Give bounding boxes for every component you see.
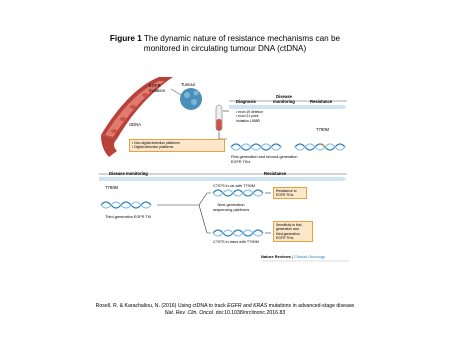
figure-title-line1: The dynamic nature of resistance mechanisms can be bbox=[143, 34, 341, 43]
red-cell bbox=[142, 93, 148, 97]
citation-line2: Nat. Rev. Clin. Oncol. doi:10.1038/nrclinonc.2016.83 bbox=[164, 310, 286, 316]
figure-diagram bbox=[99, 75, 351, 267]
figure-title-line2: monitored in circulating tumour DNA (ctDNA) bbox=[143, 44, 307, 53]
exon-bullet-list bbox=[236, 110, 263, 123]
resistance-box: Resistance to EGFR TKIs bbox=[273, 187, 307, 199]
exon-bullet-item: • exon 21 point bbox=[236, 114, 259, 119]
exon-bullet-item: mutation L858R bbox=[236, 118, 260, 123]
diagnosis-label: Diagnosis bbox=[236, 99, 257, 104]
timeline-top-arrow bbox=[229, 105, 347, 109]
ctdna-label: ctDNA bbox=[129, 122, 142, 127]
branch-arrows bbox=[157, 193, 211, 233]
journal-credit: Nature Reviews | Clinical Oncology bbox=[261, 254, 325, 259]
resistance-mid-label: Resistance bbox=[264, 171, 287, 176]
test-tube-blood bbox=[216, 119, 221, 131]
disease-monitoring-top-label: Disease monitoring bbox=[273, 94, 295, 104]
c797s-cis-label: C797S in cis with T790M bbox=[213, 184, 255, 188]
first-gen-label: First-generation and second-generation EGFR TKIs bbox=[231, 155, 298, 164]
figure-title bbox=[0, 34, 450, 54]
tumour-label: Tumour bbox=[181, 82, 196, 87]
red-cell bbox=[120, 117, 126, 121]
exon-bullet-item: • exon 19 deletion bbox=[236, 110, 264, 114]
red-cell bbox=[130, 105, 136, 109]
disease-monitoring-mid-label: Disease monitoring bbox=[109, 171, 148, 176]
t790m-top-label: T790M bbox=[316, 127, 330, 132]
tumour-cell bbox=[191, 99, 197, 105]
mutation-marker bbox=[322, 144, 324, 146]
t790m-left-label: T790M bbox=[105, 185, 119, 190]
platform-bullet-item: • Non-digital detection platforms bbox=[132, 141, 180, 145]
resistance-top-label: Resistance bbox=[310, 99, 333, 104]
egfr-pointer bbox=[171, 89, 181, 95]
detection-platforms-box bbox=[129, 139, 225, 152]
third-gen-label: Third-generation EGFR TKI bbox=[105, 215, 152, 219]
next-gen-label: Next-generation sequencing platforms bbox=[213, 203, 250, 212]
c797s-trans-label: C797S in trans with T790M bbox=[213, 240, 259, 244]
tumour-cell bbox=[184, 92, 190, 98]
platform-bullet-item: • Digital detection platforms bbox=[132, 145, 174, 150]
timeline-mid-arrow bbox=[99, 177, 347, 181]
citation-line1: Rosell, R. & Karachaliou, N. (2016) Using ctDNA to track EGFR and KRAS mutations in advanced-stage disease bbox=[95, 303, 355, 309]
tumour-cell bbox=[194, 91, 199, 96]
tumour-mass bbox=[180, 88, 202, 110]
figure-number: Figure 1 bbox=[109, 34, 142, 43]
sensitivity-box: Sensitivity to first- generation and third-generation EGFR TKIs bbox=[273, 221, 313, 242]
egfr-label: EGFR mutation bbox=[149, 83, 166, 93]
red-cell bbox=[111, 129, 117, 133]
tube-arrow-down bbox=[219, 132, 227, 139]
citation bbox=[0, 303, 450, 317]
